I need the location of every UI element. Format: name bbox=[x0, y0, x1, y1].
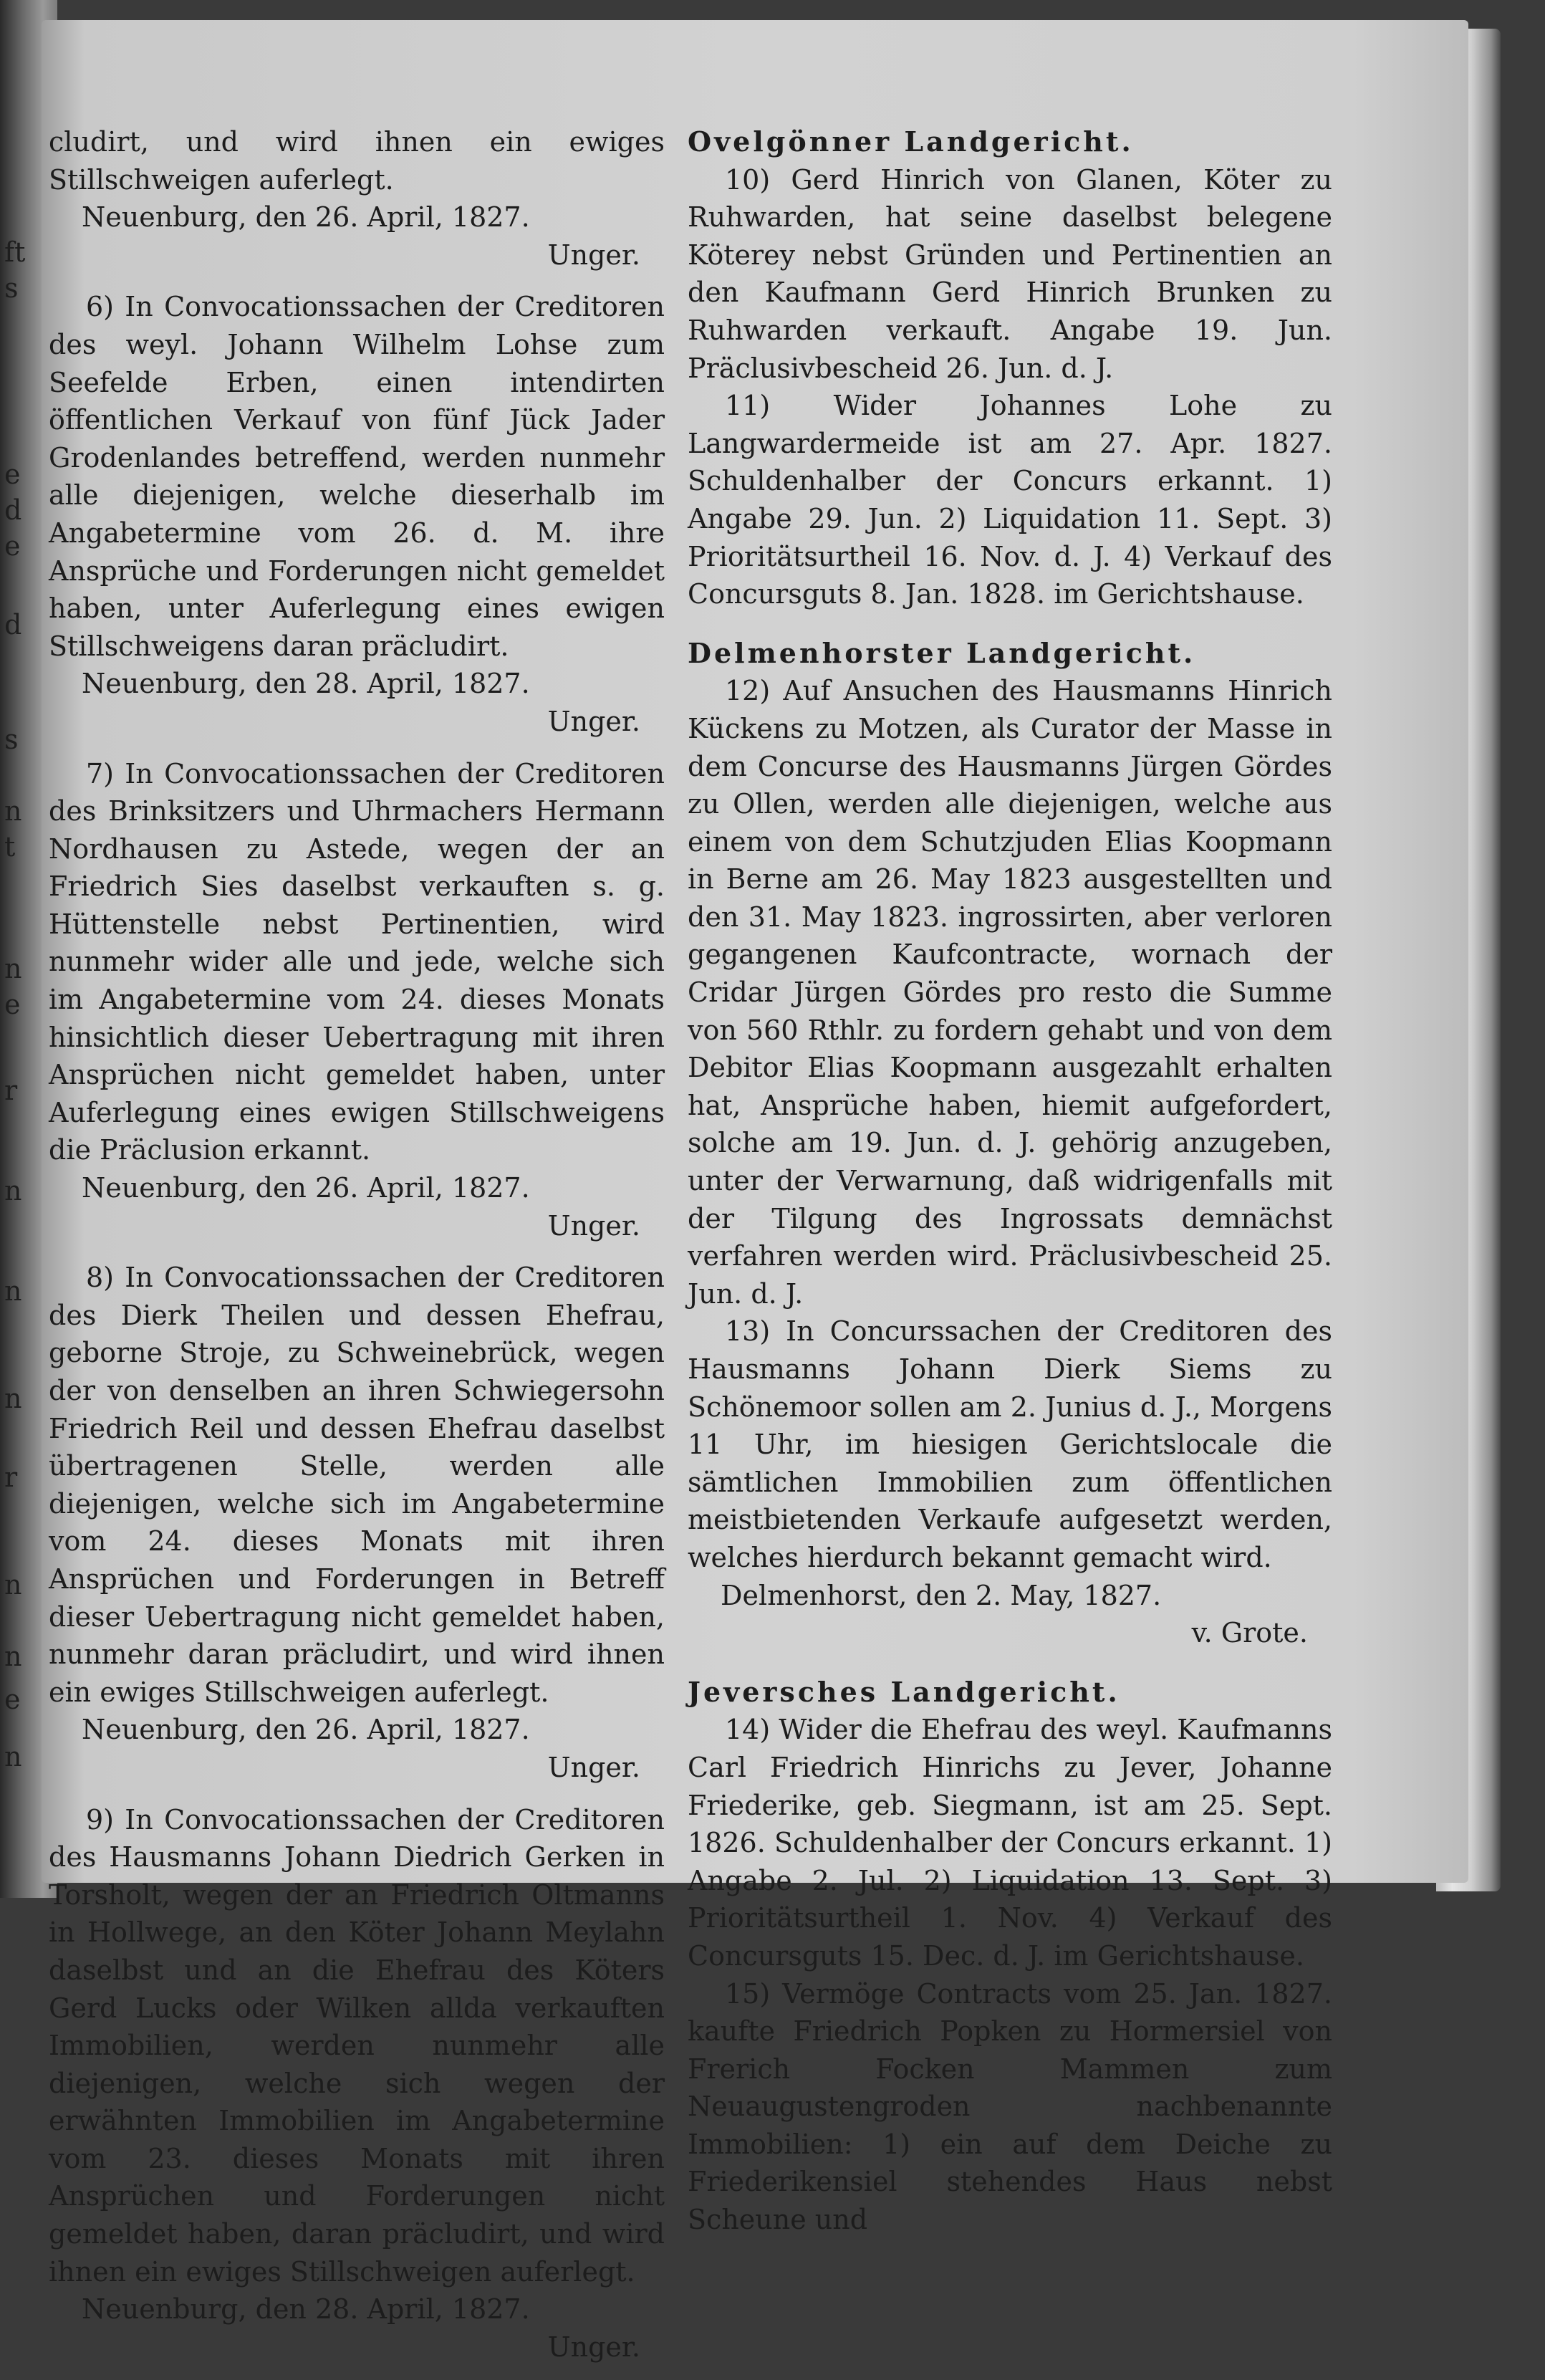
place-date: Neuenburg, den 26. April, 1827. bbox=[82, 1714, 530, 1746]
margin-fragment: d bbox=[4, 609, 22, 640]
margin-fragment: s bbox=[4, 272, 19, 304]
margin-fragment: ft bbox=[4, 236, 26, 268]
left-column bbox=[49, 123, 665, 2380]
notice-12: 12) Auf Ansuchen des Hausmanns Hinrich Kückens zu Motzen, als Curator der Masse in dem Concurse des Hausmanns Jürgen Gördes zu Ollen, werden alle diejenigen, welche aus einem von dem Schutzjuden Elias Koopmann in Berne am 26. May 1823 ausgestellten und den 31. May 1823. ingrossirten, aber verloren gegangenen Kaufcontracte, wornach der Cridar Jürgen Gördes pro resto die Summe von 560 Rthlr. zu fordern gehabt und von dem Debitor Elias Koopmann ausgezahlt erhalten hat, Ansprüche haben, hiemit aufgefordert, solche am 19. Jun. d. J. gehörig anzugeben, unter der Verwarnung, daß widrigenfalls mit der Tilgung des Ingrossats demnächst verfahren werden wird. Präclusivbescheid 25. Jun. d. J. bbox=[688, 675, 1332, 1310]
notice-14: 14) Wider die Ehefrau des weyl. Kaufmanns Carl Friedrich Hinrichs zu Jever, Johanne Friederike, geb. Siegmann, ist am 25. Sept. 1826. Schuldenhalber der Concurs erkannt. 1) Angabe 2. Jul. 2) Liquidation 13. Sept. 3) Prioritätsurtheil 1. Nov. 4) Verkauf des Concursguts 15. Dec. d. J. im Gerichtshause. bbox=[688, 1714, 1332, 1972]
signature: Unger. bbox=[547, 239, 640, 271]
signature: Unger. bbox=[547, 705, 640, 737]
notice-7: 7) In Convocationssachen der Creditoren des Brinksitzers und Uhrmachers Hermann Nordhausen zu Astede, wegen der an Friedrich Sies daselbst verkauften s. g. Hüttenstelle nebst Pertinentien, wird nunmehr wider alle und jede, welche sich im Angabetermine vom 24. dieses Monats hinsichtlich dieser Uebertragung mit ihren Ansprüchen nicht gemeldet haben, unter Auferlegung eines ewigen Stillschweigens die Präclusion erkannt. bbox=[49, 757, 665, 1166]
margin-fragment: n bbox=[4, 1175, 22, 1206]
margin-fragment: n bbox=[4, 1569, 22, 1601]
notice-8: 8) In Convocationssachen der Creditoren des Dierk Theilen und dessen Ehefrau, geborne Stroje, zu Schweinebrück, wegen der von denselben an ihren Schwiegersohn Friedrich Reil und dessen Ehefrau daselbst übertragenen Stelle, werden alle diejenigen, welche sich im Angabetermine vom 24. dieses Monats mit ihren Ansprüchen und Forderungen in Betreff dieser Uebertragung nicht gemeldet haben, nunmehr daran präcludirt, und wird ihnen ein ewiges Stillschweigen auferlegt. bbox=[49, 1262, 665, 1708]
court-heading-delmenhorst: Delmenhorster Landgericht. bbox=[688, 636, 1196, 669]
signature: Unger. bbox=[547, 1751, 640, 1783]
margin-fragment: d bbox=[4, 494, 22, 526]
signature: v. Grote. bbox=[1191, 1617, 1308, 1649]
margin-fragment: n bbox=[4, 953, 22, 984]
margin-fragment: r bbox=[4, 1075, 18, 1106]
margin-fragment: s bbox=[4, 724, 19, 755]
place-date: Neuenburg, den 26. April, 1827. bbox=[82, 1172, 530, 1204]
continuation-text: cludirt, und wird ihnen ein ewiges Stillschweigen auferlegt. bbox=[49, 126, 665, 196]
right-column bbox=[688, 123, 1332, 2239]
court-heading-ovelgonne: Ovelgönner Landgericht. bbox=[688, 125, 1134, 158]
margin-fragment: e bbox=[4, 989, 21, 1020]
margin-fragment: n bbox=[4, 1383, 22, 1414]
margin-fragment: e bbox=[4, 459, 21, 490]
margin-fragment: n bbox=[4, 1641, 22, 1672]
place-date: Delmenhorst, den 2. May, 1827. bbox=[721, 1579, 1162, 1611]
signature: Unger. bbox=[547, 1209, 640, 1242]
signature: Unger. bbox=[547, 2331, 640, 2363]
place-date: Neuenburg, den 28. April, 1827. bbox=[82, 2293, 530, 2326]
margin-fragment: e bbox=[4, 530, 21, 562]
margin-fragment: n bbox=[4, 1741, 22, 1772]
notice-9: 9) In Convocationssachen der Creditoren des Hausmanns Johann Diedrich Gerken in Torsholt, wegen der an Friedrich Oltmanns in Hollwege, an den Köter Johann Meylahn daselbst und an die Ehefrau des Köters Gerd Lucks oder Wilken allda verkauften Immobilien, werden nunmehr alle diejenigen, welche sich wegen der erwähnten Immobilien im Angabetermine vom 23. dieses Monats mit ihren Ansprüchen und Forderungen nicht gemeldet haben, daran präcludirt, und wird ihnen ein ewiges Stillschweigen auferlegt. bbox=[49, 1803, 665, 2288]
place-date: Neuenburg, den 26. April, 1827. bbox=[82, 201, 530, 234]
margin-fragment: n bbox=[4, 1275, 22, 1307]
margin-fragment: r bbox=[4, 1462, 18, 1493]
notice-13: 13) In Concurssachen der Creditoren des Hausmanns Johann Dierk Siems zu Schönemoor sollen am 2. Junius d. J., Morgens 11 Uhr, im hiesigen Gerichtslocale die sämtlichen Immobilien zum öffentlichen meistbietenden Verkaufe aufgesetzt werden, welches hierdurch bekannt gemacht wird. bbox=[688, 1315, 1332, 1573]
court-heading-jever: Jeversches Landgericht. bbox=[688, 1675, 1120, 1708]
margin-fragment: t bbox=[4, 831, 16, 863]
margin-fragment: n bbox=[4, 795, 22, 827]
notice-10: 10) Gerd Hinrich von Glanen, Köter zu Ruhwarden, hat seine daselbst belegene Köterey nebst Gründen und Pertinentien an den Kaufmann Gerd Hinrich Brunken zu Ruhwarden verkauft. Angabe 19. Jun. Präclusivbescheid 26. Jun. d. J. bbox=[688, 163, 1332, 384]
notice-15: 15) Vermöge Contracts vom 25. Jan. 1827. kaufte Friedrich Popken zu Hormersiel von Frerich Focken Mammen zum Neuaugustengroden nachbenannte Immobilien: 1) ein auf dem Deiche zu Friederikensiel stehendes Haus nebst Scheune und bbox=[688, 1977, 1332, 2236]
margin-fragment: e bbox=[4, 1684, 21, 1715]
notice-6: 6) In Convocationssachen der Creditoren des weyl. Johann Wilhelm Lohse zum Seefelde Erben, einen intendirten öffentlichen Verkauf von fünf Jück Jader Grodenlandes betreffend, werden nunmehr alle diejenigen, welche dieserhalb im Angabetermine vom 26. d. M. ihre Ansprüche und Forderungen nicht gemeldet haben, unter Auferlegung eines ewigen Stillschweigens daran präcludirt. bbox=[49, 291, 665, 662]
notice-11: 11) Wider Johannes Lohe zu Langwardermeide ist am 27. Apr. 1827. Schuldenhalber der Concurs erkannt. 1) Angabe 29. Jun. 2) Liquidation 11. Sept. 3) Prioritätsurtheil 16. Nov. d. J. 4) Verkauf des Concursguts 8. Jan. 1828. im Gerichtshause. bbox=[688, 390, 1332, 610]
place-date: Neuenburg, den 28. April, 1827. bbox=[82, 668, 530, 700]
